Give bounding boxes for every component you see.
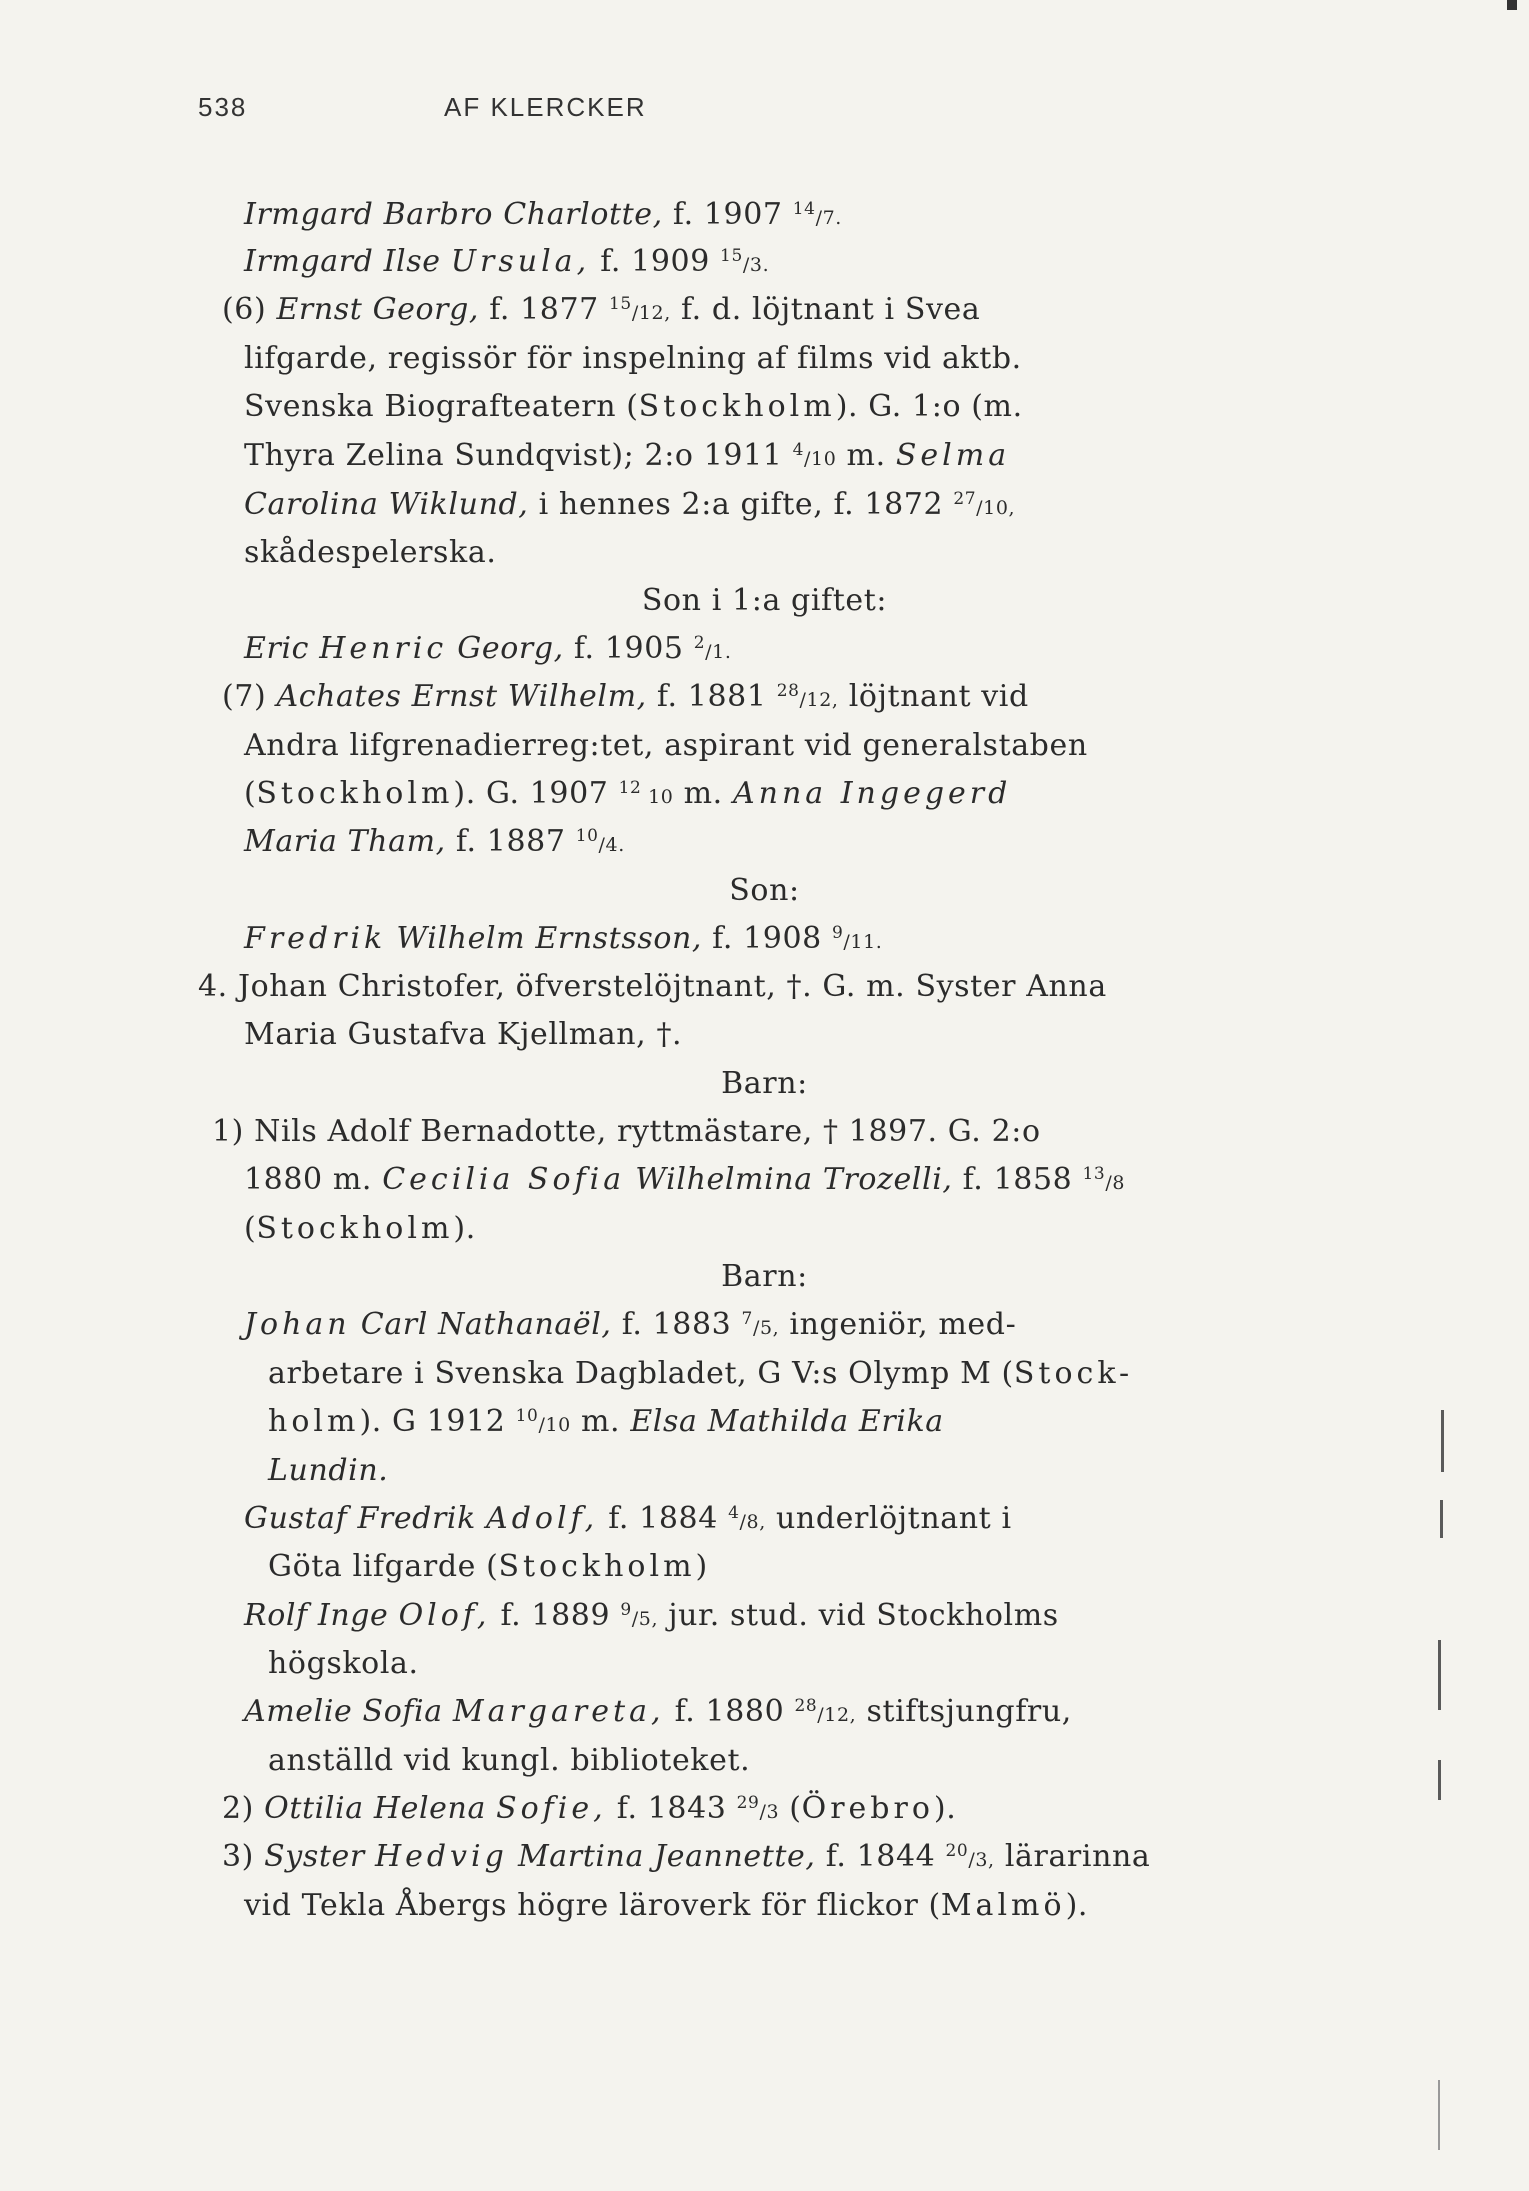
text-segment: Carolina Wiklund, bbox=[244, 487, 529, 522]
margin-mark bbox=[1441, 1410, 1444, 1472]
text-segment: /11. bbox=[843, 931, 883, 953]
text-segment: f. 1883 bbox=[611, 1307, 742, 1342]
ink-spot bbox=[1507, 0, 1517, 10]
text-segment: Olof, bbox=[398, 1598, 491, 1633]
text-line bbox=[222, 678, 1029, 719]
text-segment: f. 1877 bbox=[479, 292, 609, 327]
text-segment: Anna Ingegerd bbox=[732, 776, 1012, 811]
text-segment: Hedvig bbox=[374, 1839, 508, 1874]
text-line bbox=[244, 534, 496, 572]
text-segment: Stockholm bbox=[638, 389, 836, 424]
text-segment: Örebro bbox=[801, 1791, 934, 1826]
text-segment: ). bbox=[453, 1211, 476, 1246]
text-segment: 4 bbox=[728, 1503, 740, 1523]
text-segment: lifgarde, regissör för inspelning af films vid aktb. bbox=[244, 341, 1022, 376]
page-number: 538 bbox=[198, 92, 248, 122]
text-segment: 4 bbox=[792, 440, 805, 460]
text-line bbox=[244, 196, 842, 237]
text-segment: Wilhelm Ernstsson, bbox=[386, 921, 703, 956]
text-segment: i hennes 2:a gifte, f. 1872 bbox=[528, 487, 954, 522]
text-segment: f. 1908 bbox=[702, 921, 832, 956]
text-segment: Adolf, bbox=[486, 1501, 599, 1536]
text-segment: Barn: bbox=[721, 1259, 808, 1294]
text-line bbox=[198, 968, 1107, 1006]
text-segment: 29 bbox=[736, 1793, 760, 1813]
running-header bbox=[198, 92, 918, 132]
text-segment: /5, bbox=[752, 1317, 780, 1339]
text-segment: Eric bbox=[244, 631, 320, 666]
text-segment: ). bbox=[933, 1791, 957, 1826]
text-segment: 10 bbox=[641, 786, 674, 808]
text-segment: f. 1844 bbox=[815, 1839, 946, 1874]
text-segment: ). bbox=[1065, 1888, 1089, 1923]
running-title: AF KLERCKER bbox=[444, 92, 647, 122]
text-segment: Johan bbox=[244, 1307, 351, 1342]
text-segment: /3 bbox=[759, 1801, 780, 1823]
text-segment: Stockholm bbox=[256, 1211, 454, 1246]
text-segment: f. 1884 bbox=[598, 1501, 729, 1536]
text-segment: löjtnant vid bbox=[838, 679, 1029, 714]
text-segment: Malmö bbox=[940, 1888, 1066, 1923]
text-segment: m. bbox=[673, 776, 733, 811]
text-line bbox=[0, 872, 1529, 910]
margin-mark bbox=[1438, 1640, 1441, 1710]
text-line bbox=[268, 1355, 1133, 1393]
text-segment: /10 bbox=[804, 448, 837, 470]
text-line bbox=[244, 437, 1010, 478]
text-segment: 28 bbox=[776, 681, 800, 701]
text-line bbox=[244, 1693, 1072, 1734]
text-segment: Gustaf Fredrik bbox=[244, 1501, 487, 1536]
text-segment: Andra lifgrenadierreg:tet, aspirant vid generalstaben bbox=[244, 728, 1088, 763]
text-segment: Carl Nathanaël, bbox=[350, 1307, 612, 1342]
text-segment: Ernst Georg, bbox=[276, 292, 480, 327]
text-segment: Rolf Inge bbox=[244, 1598, 399, 1633]
text-segment: /10 bbox=[538, 1414, 571, 1436]
text-line bbox=[244, 1887, 1088, 1925]
text-segment: f. 1843 bbox=[606, 1791, 737, 1826]
text-line bbox=[244, 920, 882, 961]
text-segment: Irmgard Ilse bbox=[244, 244, 451, 279]
text-segment: Sofie, bbox=[496, 1791, 607, 1826]
text-line bbox=[222, 291, 980, 332]
text-segment: Son: bbox=[729, 873, 800, 908]
text-segment: /4. bbox=[598, 834, 625, 856]
text-segment: f. 1858 bbox=[952, 1162, 1083, 1197]
text-segment: 9 bbox=[831, 923, 844, 943]
text-segment: /10, bbox=[976, 497, 1016, 519]
text-segment: Ottilia Helena bbox=[264, 1791, 497, 1826]
text-segment: Selma bbox=[895, 438, 1011, 473]
text-segment: Irmgard Barbro Charlotte, bbox=[244, 197, 663, 232]
text-segment: ) bbox=[695, 1549, 708, 1584]
text-segment: ). G. 1907 bbox=[453, 776, 619, 811]
text-line bbox=[222, 1838, 1150, 1879]
text-segment: 10 bbox=[575, 826, 599, 846]
text-segment: 10 bbox=[515, 1406, 539, 1426]
text-line bbox=[244, 1210, 476, 1248]
text-segment: Stock- bbox=[1013, 1356, 1134, 1391]
text-segment: 2 bbox=[693, 633, 706, 653]
text-segment: Margareta, bbox=[452, 1694, 665, 1729]
text-line bbox=[244, 1306, 1016, 1347]
text-segment: Stockholm bbox=[498, 1549, 696, 1584]
text-line bbox=[244, 486, 1015, 527]
text-segment: ). G 1912 bbox=[359, 1404, 516, 1439]
text-segment: (7) bbox=[222, 679, 277, 714]
text-segment: ( bbox=[244, 1211, 257, 1246]
text-line bbox=[244, 243, 769, 284]
text-segment: jur. stud. vid Stockholms bbox=[658, 1598, 1059, 1633]
text-segment: 2) bbox=[222, 1791, 265, 1826]
text-segment: underlöjtnant i bbox=[765, 1501, 1012, 1536]
text-segment: 20 bbox=[945, 1841, 969, 1861]
text-line bbox=[268, 1548, 708, 1586]
text-segment: /12, bbox=[817, 1704, 857, 1726]
text-segment: Martina Jeannette, bbox=[507, 1839, 816, 1874]
text-segment: 14 bbox=[792, 199, 816, 219]
text-segment: ). G. 1:o (m. bbox=[835, 389, 1023, 424]
text-segment: Lundin. bbox=[268, 1453, 389, 1488]
text-segment: Georg, bbox=[447, 631, 564, 666]
text-line bbox=[244, 1016, 682, 1054]
text-segment: Cecilia Sofia bbox=[382, 1162, 626, 1197]
text-segment: anställd vid kungl. biblioteket. bbox=[268, 1743, 751, 1778]
text-segment: 1880 m. bbox=[244, 1162, 383, 1197]
text-segment: Ursula, bbox=[450, 244, 591, 279]
text-line bbox=[268, 1452, 388, 1490]
text-segment: (6) bbox=[222, 292, 277, 327]
text-segment: Fredrik bbox=[244, 921, 387, 956]
text-line bbox=[244, 630, 731, 671]
text-line bbox=[244, 727, 1088, 765]
text-segment: 3) bbox=[222, 1839, 265, 1874]
text-segment: Stockholm bbox=[256, 776, 454, 811]
text-segment: Syster bbox=[264, 1839, 375, 1874]
text-line bbox=[268, 1403, 944, 1444]
text-line bbox=[244, 340, 1022, 378]
text-line bbox=[0, 1258, 1529, 1296]
text-segment: f. d. löjtnant i Svea bbox=[670, 292, 981, 327]
text-segment: Barn: bbox=[721, 1066, 808, 1101]
text-segment: Henric bbox=[319, 631, 448, 666]
text-segment: ingeniör, med- bbox=[779, 1307, 1017, 1342]
text-segment: Thyra Zelina Sundqvist); 2:o 1911 bbox=[244, 438, 793, 473]
text-line bbox=[268, 1645, 419, 1683]
text-segment: / bbox=[815, 207, 823, 229]
text-segment: 15 bbox=[609, 294, 632, 314]
text-segment: /12, bbox=[799, 689, 839, 711]
text-line bbox=[268, 1742, 750, 1780]
text-segment: ( bbox=[244, 776, 257, 811]
text-line bbox=[212, 1113, 1041, 1151]
text-segment: 28 bbox=[794, 1696, 818, 1716]
text-segment: 7. bbox=[822, 207, 842, 229]
text-segment: 1) Nils Adolf Bernadotte, ryttmästare, † 1897. G. 2:o bbox=[212, 1114, 1041, 1149]
text-segment: 15 bbox=[720, 246, 743, 266]
text-segment: 27 bbox=[953, 489, 977, 509]
text-line bbox=[222, 1790, 956, 1831]
text-segment: Maria Tham, bbox=[244, 824, 446, 859]
text-segment: 12 bbox=[618, 778, 642, 798]
text-segment: f. 1881 bbox=[646, 679, 777, 714]
text-segment: Göta lifgarde ( bbox=[268, 1549, 499, 1584]
margin-mark bbox=[1438, 1760, 1441, 1800]
text-segment: Wilhelmina Trozelli, bbox=[625, 1162, 953, 1197]
text-segment: m. bbox=[570, 1404, 631, 1439]
text-segment: f. 1909 bbox=[590, 244, 721, 279]
text-segment: Achates Ernst Wilhelm, bbox=[276, 679, 647, 714]
text-segment: holm bbox=[268, 1404, 360, 1439]
text-segment: f. 1907 bbox=[662, 197, 793, 232]
text-line bbox=[244, 388, 1023, 426]
text-segment: f. 1887 bbox=[445, 824, 576, 859]
text-segment: /3, bbox=[968, 1849, 995, 1871]
text-segment: arbetare i Svenska Dagbladet, G V:s Olymp M ( bbox=[268, 1356, 1014, 1391]
text-segment: f. 1905 bbox=[563, 631, 694, 666]
text-line bbox=[244, 775, 1011, 816]
text-segment: /5, bbox=[631, 1608, 659, 1630]
text-segment: vid Tekla Åbergs högre läroverk för flickor ( bbox=[244, 1888, 941, 1923]
text-segment: 9 bbox=[620, 1600, 632, 1620]
text-segment: 7 bbox=[741, 1309, 753, 1329]
text-segment: /8 bbox=[1105, 1172, 1126, 1194]
text-segment: Svenska Biografteatern ( bbox=[244, 389, 639, 424]
text-segment: /8, bbox=[739, 1511, 766, 1533]
text-segment: /1. bbox=[705, 641, 732, 663]
text-segment: högskola. bbox=[268, 1646, 419, 1681]
text-segment: 4. Johan Christofer, öfverstelöjtnant, †. G. m. Syster Anna bbox=[198, 969, 1107, 1004]
text-segment: ( bbox=[779, 1791, 802, 1826]
text-segment: Maria Gustafva Kjellman, †. bbox=[244, 1017, 683, 1052]
text-segment: /3. bbox=[742, 254, 770, 276]
text-segment: Amelie Sofia bbox=[244, 1694, 453, 1729]
text-segment: f. 1889 bbox=[490, 1598, 621, 1633]
text-segment: /12, bbox=[631, 302, 671, 324]
text-segment: stiftsjungfru, bbox=[856, 1694, 1072, 1729]
text-segment: Elsa Mathilda Erika bbox=[630, 1404, 944, 1439]
text-segment: lärarinna bbox=[994, 1839, 1151, 1874]
text-segment: m. bbox=[836, 438, 896, 473]
text-line bbox=[244, 1597, 1059, 1638]
margin-mark bbox=[1440, 1500, 1443, 1538]
text-segment: skådespelerska. bbox=[244, 535, 497, 570]
text-line bbox=[244, 1500, 1012, 1541]
text-segment: 13 bbox=[1082, 1164, 1106, 1184]
text-line bbox=[0, 582, 1529, 620]
text-line bbox=[244, 823, 625, 864]
text-line bbox=[244, 1161, 1125, 1202]
margin-mark bbox=[1438, 2080, 1440, 2150]
text-segment: Son i 1:a giftet: bbox=[641, 583, 888, 618]
text-line bbox=[0, 1065, 1529, 1103]
text-segment: f. 1880 bbox=[664, 1694, 795, 1729]
